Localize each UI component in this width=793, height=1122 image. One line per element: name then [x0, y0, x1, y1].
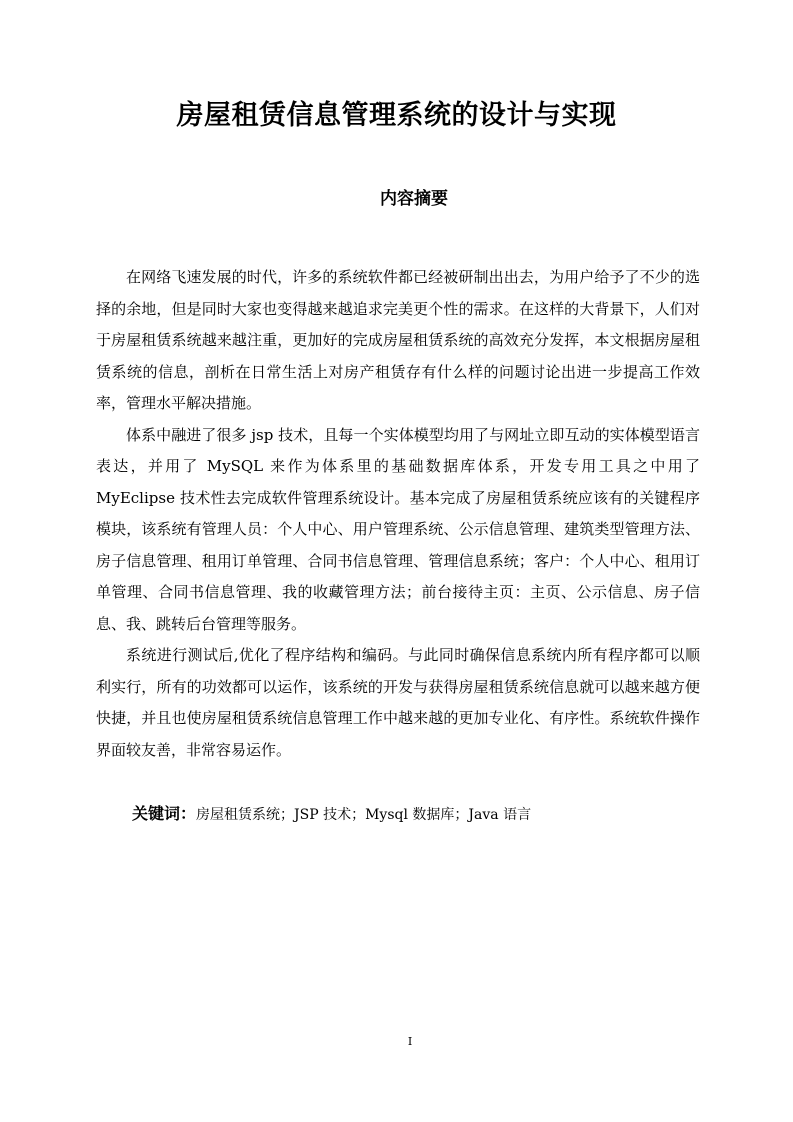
- keywords-text: 房屋租赁系统；JSP 技术；Mysql 数据库；Java 语言: [196, 807, 532, 823]
- keywords-line: [132, 800, 692, 829]
- abstract-paragraph-3: 系统进行测试后,优化了程序结构和编码。与此同时确保信息系统内所有程序都可以顺利实行，所有的功效都可以运作，该系统的开发与获得房屋租赁系统信息就可以越来越方便快捷，并且也使房屋租赁系统信息管理工作中越来越的更加专业化、有序性。系统软件操作界面较友善，非常容易运作。: [96, 646, 700, 759]
- document-title: 房屋租赁信息管理系统的设计与实现: [176, 100, 617, 131]
- abstract-paragraph-1: 在网络飞速发展的时代，许多的系统软件都已经被研制出出去，为用户给予了不少的选择的余地，但是同时大家也变得越来越追求完美更个性的需求。在这样的大背景下，人们对于房屋租赁系统越来越注重，更加好的完成房屋租赁系统的高效充分发挥，本文根据房屋租赁系统的信息，剖析在日常生活上对房产租赁存有什么样的问题讨论出进一步提高工作效率，管理水平解决措施。: [96, 268, 700, 412]
- keywords-label: 关键词：: [132, 804, 197, 823]
- abstract-heading: 内容摘要: [380, 189, 448, 209]
- abstract-paragraph-2: 体系中融进了很多 jsp 技术，且每一个实体模型均用了与网址立即互动的实体模型语言表达，并用了 MySQL 来作为体系里的基础数据库体系，开发专用工具之中用了 MyEclipse 技术性去完成软件管理系统设计。基本完成了房屋租赁系统应该有的关键程序模块，该系统有管理人员：个人中心、用户管理系统、公示信息管理、建筑类型管理方法、房子信息管理、租用订单管理、合同书信息管理、管理信息系统；客户：个人中心、租用订单管理、合同书信息管理、我的收藏管理方法；前台接待主页：主页、公示信息、房子信息、我、跳转后台管理等服务。: [96, 425, 700, 633]
- page-number: I: [407, 1035, 413, 1048]
- abstract-body: [96, 262, 700, 766]
